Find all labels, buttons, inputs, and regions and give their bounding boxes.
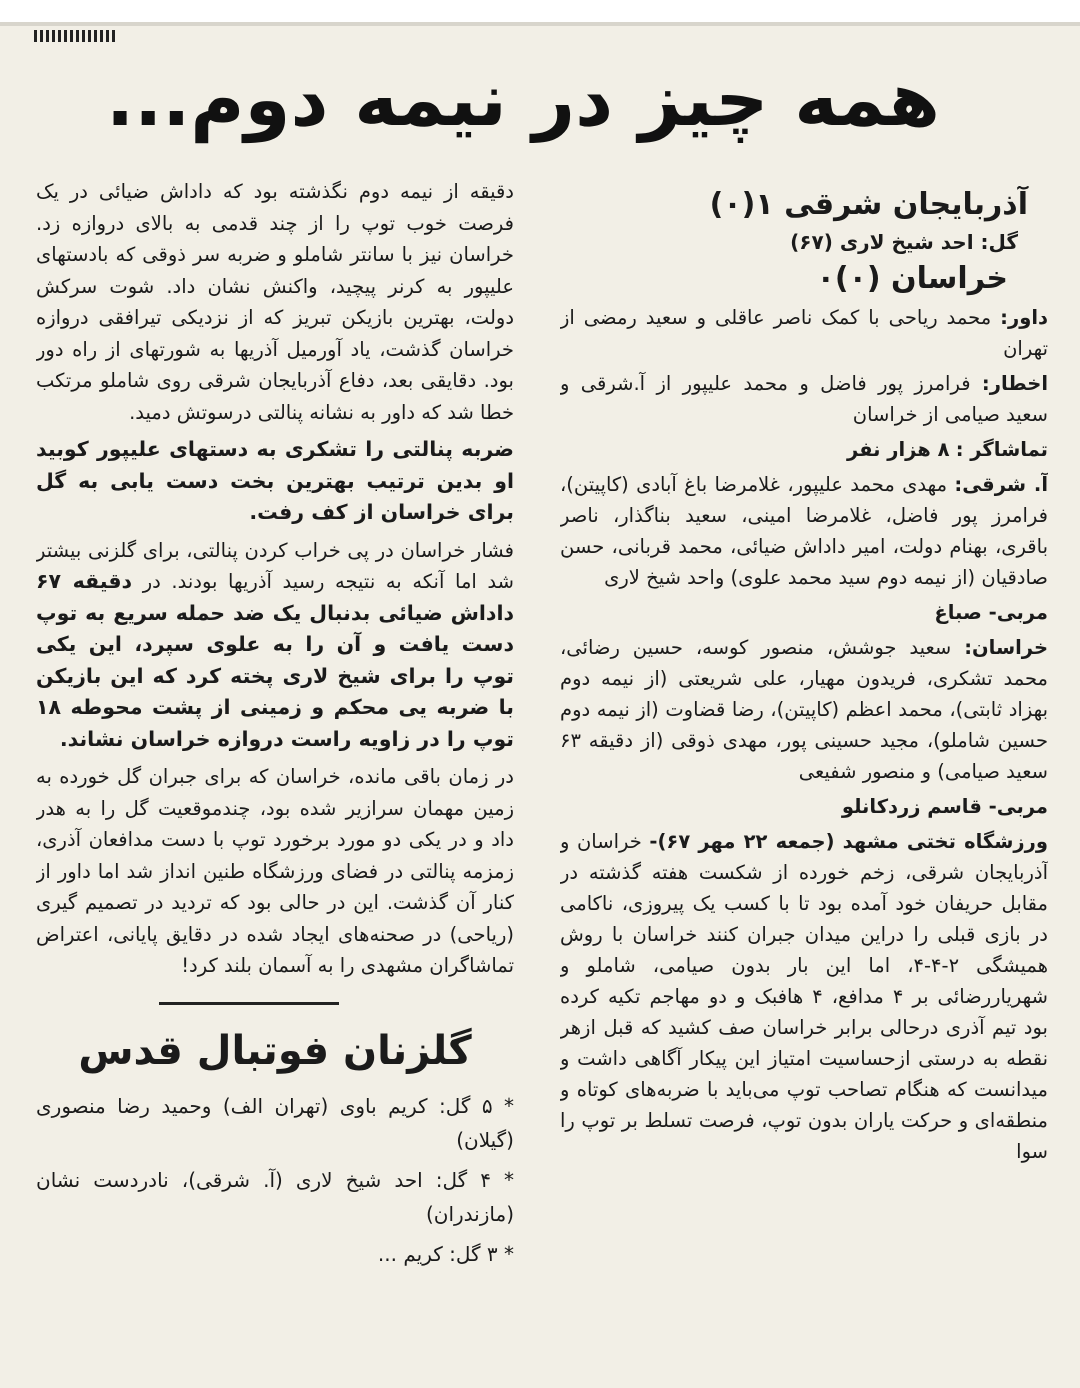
scorers-headline: گلزنان فوتبال قدس: [78, 1027, 472, 1074]
east-lineup-text: مهدی محمد علیپور، غلامرضا باغ آبادی (کاپیتن)، فرامرز پور فاضل، غلامرضا امینی، سعید بناگذار، ناصر باقری، بهنام دولت، امیر داداش ضیائی، محمد قربانی، حسن صادقیان (از نیمه دوم سید محمد علوی) واحد شیخ لاری: [560, 473, 1048, 589]
khorasan-lineup-label: خراسان:: [964, 636, 1048, 659]
paragraph-goal: [36, 535, 514, 756]
match-report-column: [560, 186, 1048, 1388]
east-lineup-label: آ. شرقی:: [954, 473, 1048, 496]
paragraph-second-half: دقیقه از نیمه دوم نگذشته بود که داداش ضیائی در یک فرصت خوب توپ را از چند قدمی به بالای دروازه زد. خراسان نیز با سانتر شاملو و ضربه سر ذوقی که بادستهای علیپور به کرنر پیچید، واکنش نشان داد. شوت سرکش دولت، بهترین بازیکن تبریز که از نزدیکی تیرافقی دروازه خراسان گذشت، یاد آورمیل آذریها به شورتهای از راه دور بود. دقایقی بعد، دفاع آذربایجان شرقی روی شاملو مرتکب خطا شد که داور به نشانه پنالتی درسوتش دمید.: [36, 180, 514, 424]
east-coach-line: مربی- صباغ: [934, 601, 1048, 624]
warning-label: اخطار:: [981, 372, 1048, 395]
khorasan-lineup-text: سعید جوشش، منصور کوسه، حسین رضائی، محمد تشکری، فریدون مهیار، علی شریعتی (از نیمه دوم بهزاد ثابتی)، محمد اعظم (کاپیتن)، رضا قضاوت (از نیمه دوم حسین شاملو)، مجید حسینی پور، مهدی ذوقی (از دقیقه ۶۳ سعید صیامی) و منصور شفیعی: [560, 636, 1048, 783]
section-divider: [159, 1002, 339, 1005]
warning-line: [560, 368, 1048, 430]
paragraph-goal-detail: دقیقه ۶۷ داداش ضیائی بدنبال یک ضد حمله سریع به توپ دست یافت و آن را به علوی سپرد، این یکی توپ را برای شیخ لاری پخته کرد که این بازیکن با ضربه یی محکم و زمینی از پشت محوطه ۱۸ توپ را در زاویه راست دروازه خراسان نشاند.: [36, 569, 514, 751]
scorer-entry: * ۴ گل: احد شیخ لاری (آ. شرقی)، نادردست نشان (مازندران): [36, 1167, 514, 1226]
team2-score: خراسان (۰)۰: [816, 261, 1008, 296]
referee-text: محمد ریاحی با کمک ناصر عاقلی و سعید رمضی از تهران: [560, 306, 1048, 360]
east-lineup-line: [560, 469, 1048, 593]
khorasan-lineup-line: [560, 632, 1048, 787]
page-top-border: [0, 22, 1080, 26]
khorasan-coach-line: مربی- قاسم زردکانلو: [841, 795, 1048, 818]
scorer-entry: * ۵ گل: کریم باوی (تهران الف) وحمید رضا منصوری (گیلان): [36, 1093, 514, 1152]
article-continuation-column: [36, 176, 514, 1388]
warning-text: فرامرز پور فاضل و محمد علیپور از آ.شرقی و سعید صیامی از خراسان: [560, 372, 1048, 426]
print-mark: [34, 30, 118, 42]
referee-label: داور:: [1000, 306, 1048, 329]
team1-score: آذربایجان شرقی ۱(۰): [709, 187, 1028, 222]
report-paragraph: [560, 826, 1048, 1167]
report-text: خراسان و آذربایجان شرقی، زخم خورده از شکست هفته گذشته در مقابل حریفان خود آمده بود تا با کسب یک پیروزی، ناکامی در بازی قبلی را دراین میدان جبران کنند خراسان با روش همیشگی ۲-۴-۴، اما این بار بدون صیامی، شاملو و شهریاررضائی بر ۴ مدافع، ۴ هافبک و دو مهاجم تکیه کرده بود تیم آذری درحالی برابر خراسان صف کشید که قبل ازهر نقطه به درستی ازحساسیت امتیاز این پیکار آگاهی داشت و میدانست که هنگام تصاحب توپ می‌باید با ضربه‌های کوتاه و منطقه‌ای و حرکت یاران بدون توپ، فرصت تسلط بر توپ را سوا: [560, 830, 1048, 1163]
paragraph-penalty: ضربه پنالتی را تشکری به دستهای علیپور کوبید او بدین ترتیب بهترین بخت دست یابی به گل برای خراسان از کف رفت.: [36, 437, 514, 524]
spectators-label: تماشاگر :: [955, 438, 1048, 461]
venue-text: ورزشگاه تختی مشهد (جمعه ۲۲ مهر ۶۷)-: [649, 830, 1048, 853]
paragraph-goal-intro: فشار خراسان در پی خراب کردن پنالتی، برای گلزنی بیشتر شد اما آنکه به نتیجه رسید آذریها بودند. در: [36, 538, 514, 593]
referee-line: [560, 302, 1048, 364]
spectators-line: [560, 434, 1048, 465]
spectators-text: ۸ هزار نفر: [846, 438, 950, 461]
paragraph-final-minutes: در زمان باقی مانده، خراسان که برای جبران گل خورده به زمین مهمان سرازیر شده بود، چندموقعیت گل را به هدر داد و در یکی دو مورد برخورد توپ با دست مدافعان آذری، زمزمه پنالتی در فضای ورزشگاه طنین انداز شد اما داور از کنار آن گذشت. این در حالی بود که تردید در تصمیم گیری (ریاحی) در صحنه‌های ایجاد شده در دقایق پایانی، اعتراض تماشاگران مشهدی را به آسمان بلند کرد!: [36, 765, 514, 977]
goal-scorer-line: گل: احد شیخ لاری (۶۷): [790, 230, 1018, 254]
scorer-entry: * ۳ گل: کریم ...: [377, 1241, 514, 1266]
article-headline: همه چیز در نیمه دوم...: [105, 57, 940, 143]
